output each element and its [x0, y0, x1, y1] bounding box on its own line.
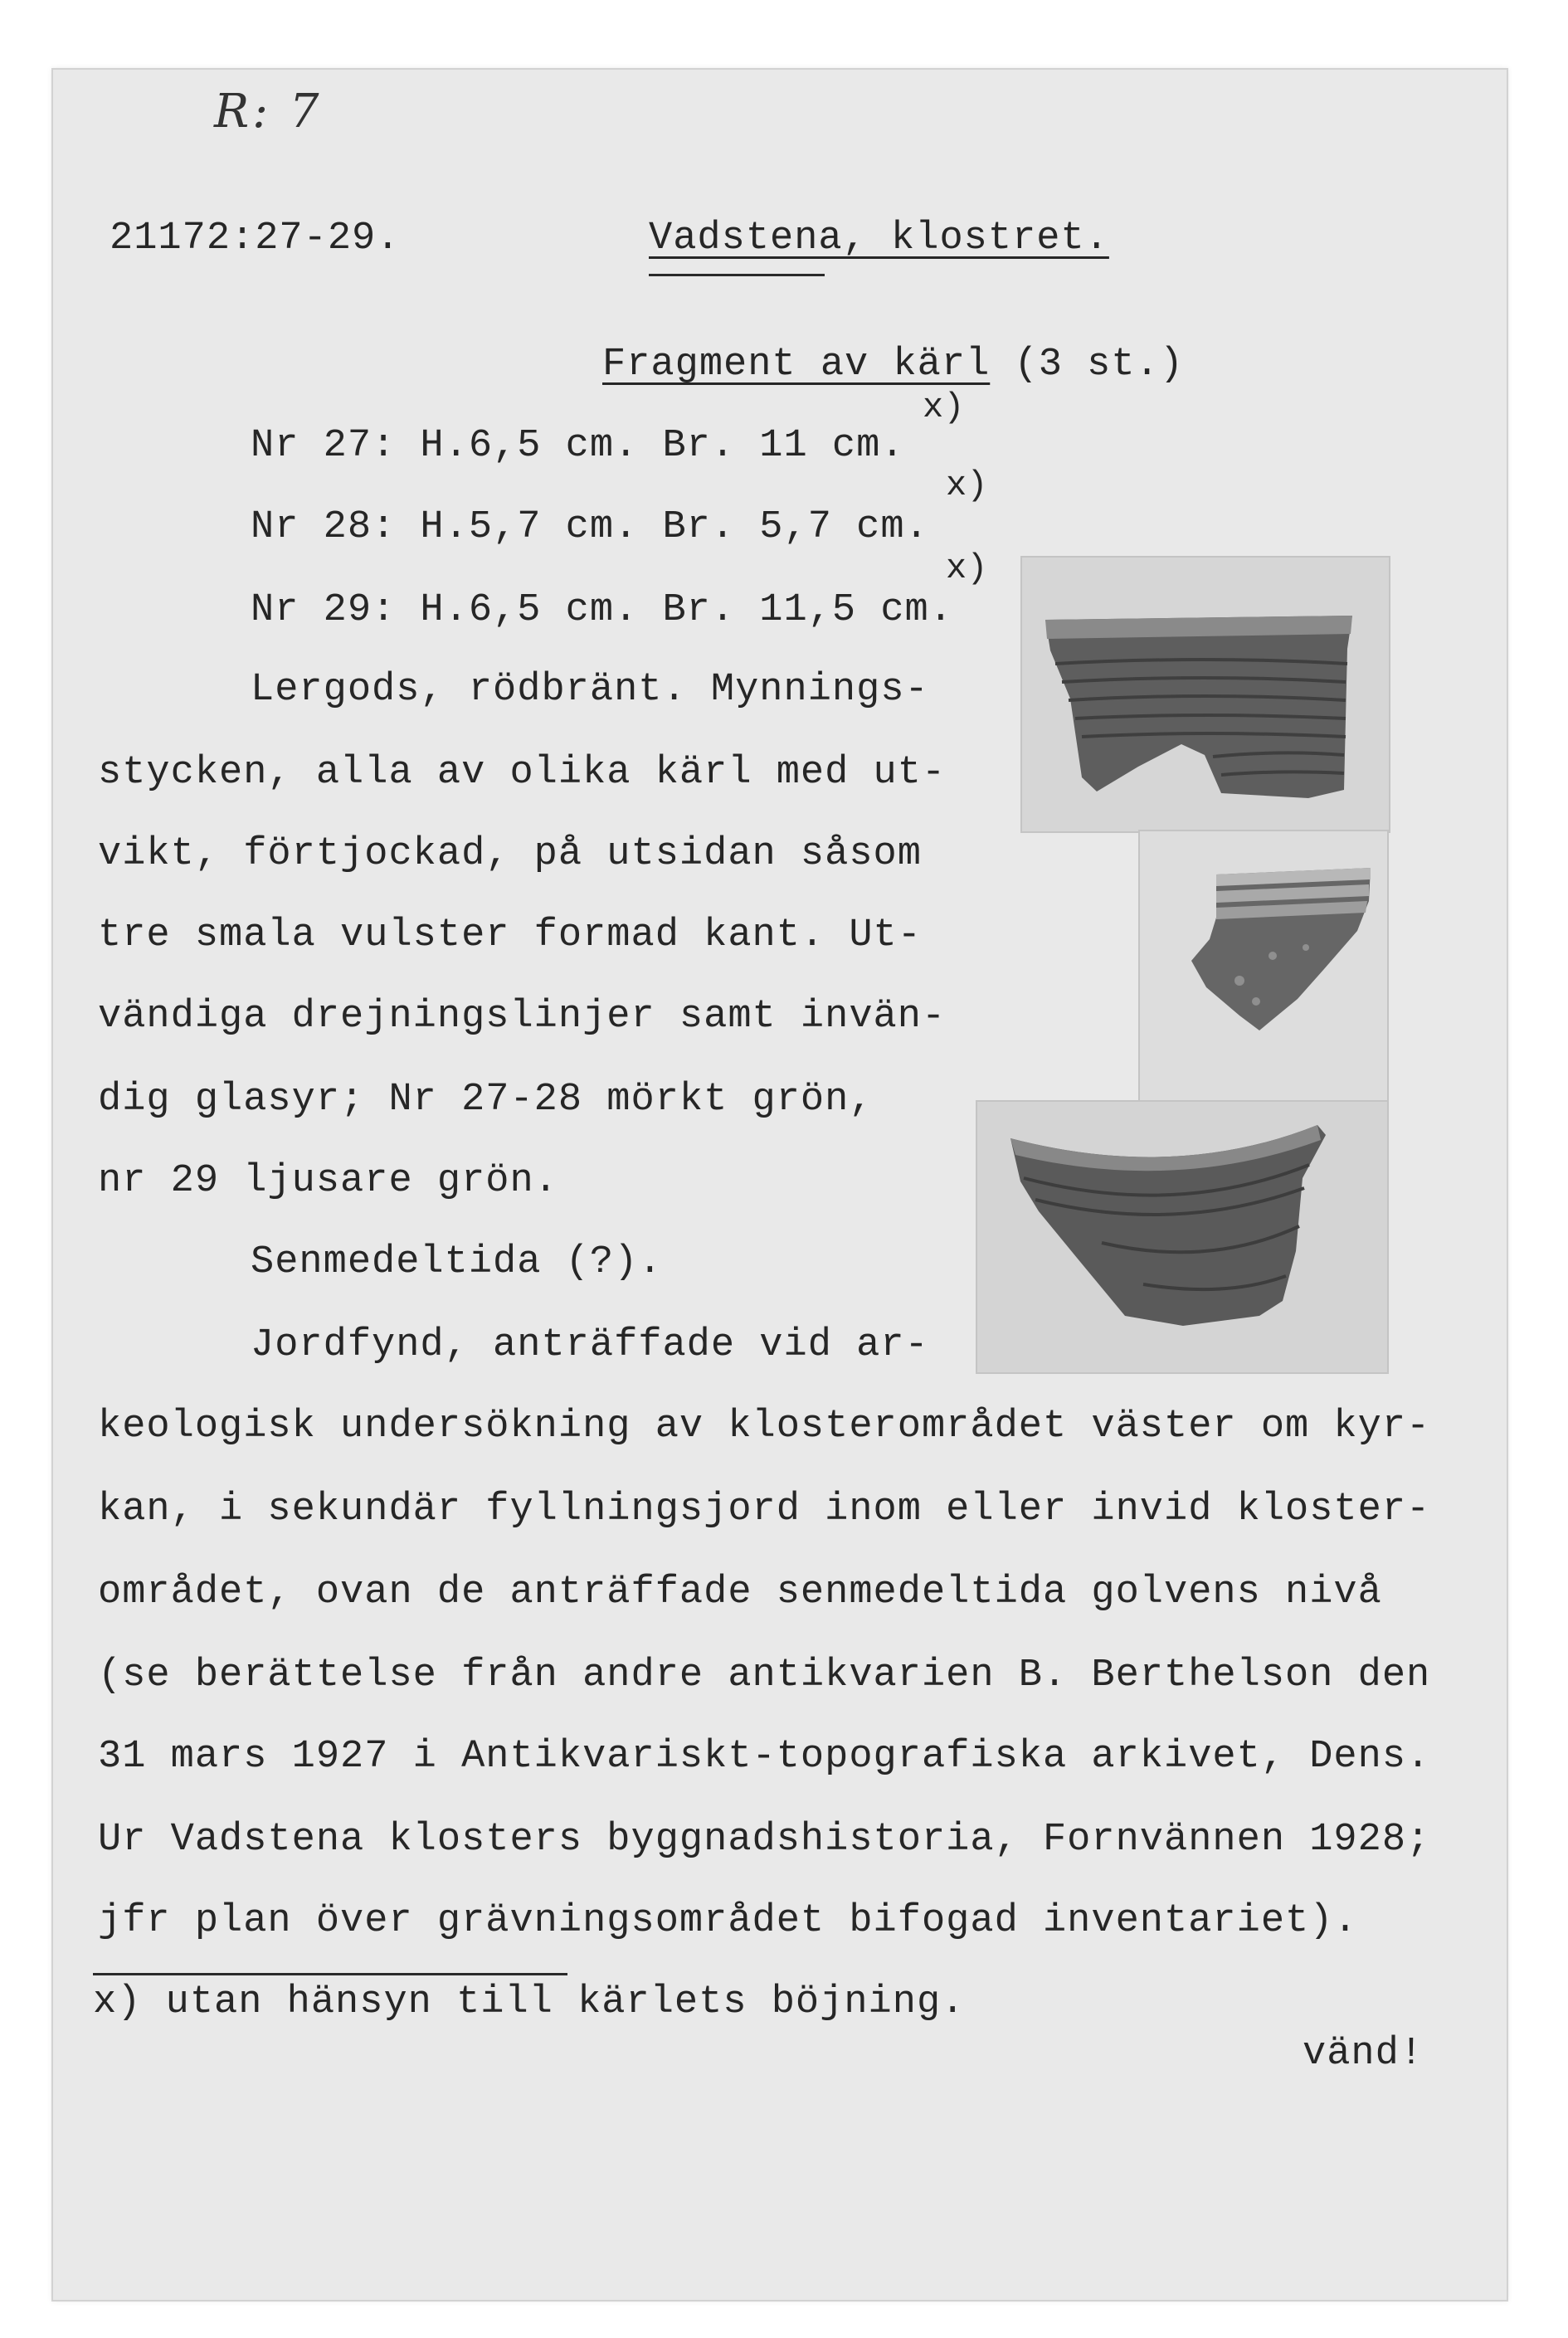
object-heading	[602, 340, 1184, 390]
description-line: dig glasyr; Nr 27-28 mörkt grön,	[98, 1078, 874, 1122]
sherd-photo-nr-28	[1138, 830, 1389, 1103]
find-line: Jordfynd, anträffade vid ar-	[251, 1323, 929, 1367]
find-line: jfr plan över grävningsområdet bifogad inventariet).	[98, 1899, 1358, 1943]
footnote-marker-27: x)	[923, 387, 965, 427]
catalogue-number: 21172:27-29.	[110, 217, 401, 261]
object-title: Fragment av kärl	[602, 343, 991, 387]
measurement-28: Nr 28: H.5,7 cm. Br. 5,7 cm.	[251, 505, 929, 549]
measurement-27: Nr 27: H.6,5 cm. Br. 11 cm.	[251, 424, 905, 468]
sherd-27-image	[1022, 558, 1389, 831]
find-line: Ur Vadstena klosters byggnadshistoria, Fornvännen 1928;	[98, 1818, 1431, 1862]
description-line: vikt, förtjockad, på utsidan såsom	[98, 832, 922, 876]
sherd-29-image	[977, 1102, 1387, 1372]
footnote-rule	[93, 1973, 567, 1975]
find-line: kan, i sekundär fyllningsjord inom eller invid kloster-	[98, 1488, 1431, 1532]
description-line: vändiga drejningslinjer samt invän-	[98, 995, 947, 1039]
measurement-29: Nr 29: H.6,5 cm. Br. 11,5 cm.	[251, 588, 953, 632]
object-count: (3 st.)	[1014, 343, 1184, 387]
description-line: tre smala vulster formad kant. Ut-	[98, 913, 922, 957]
description-line: stycken, alla av olika kärl med ut-	[98, 751, 947, 795]
find-line: (se berättelse från andre antikvarien B. Berthelson den	[98, 1654, 1431, 1697]
turn-note: vänd!	[1303, 2032, 1424, 2076]
description-line: Lergods, rödbränt. Mynnings-	[251, 668, 929, 712]
site-title: Vadstena, klostret.	[649, 217, 1109, 261]
find-line: 31 mars 1927 i Antikvariskt-topografiska arkivet, Dens.	[98, 1735, 1431, 1779]
sherd-photo-nr-29	[976, 1100, 1389, 1374]
footnote-marker-29: x)	[946, 548, 988, 588]
dating: Senmedeltida (?).	[251, 1240, 663, 1284]
handwritten-mark: R: 7	[214, 85, 323, 139]
find-line: området, ovan de anträffade senmedeltida golvens nivå	[98, 1571, 1382, 1615]
sherd-28-image	[1140, 831, 1387, 1102]
footnote: x) utan hänsyn till kärlets böjning.	[93, 1980, 966, 2024]
footnote-marker-28: x)	[946, 465, 988, 505]
description-line: nr 29 ljusare grön.	[98, 1159, 558, 1203]
sherd-photo-nr-27	[1020, 556, 1390, 833]
find-line: keologisk undersökning av klosterområdet väster om kyr-	[98, 1405, 1431, 1449]
title-underline	[649, 274, 825, 276]
